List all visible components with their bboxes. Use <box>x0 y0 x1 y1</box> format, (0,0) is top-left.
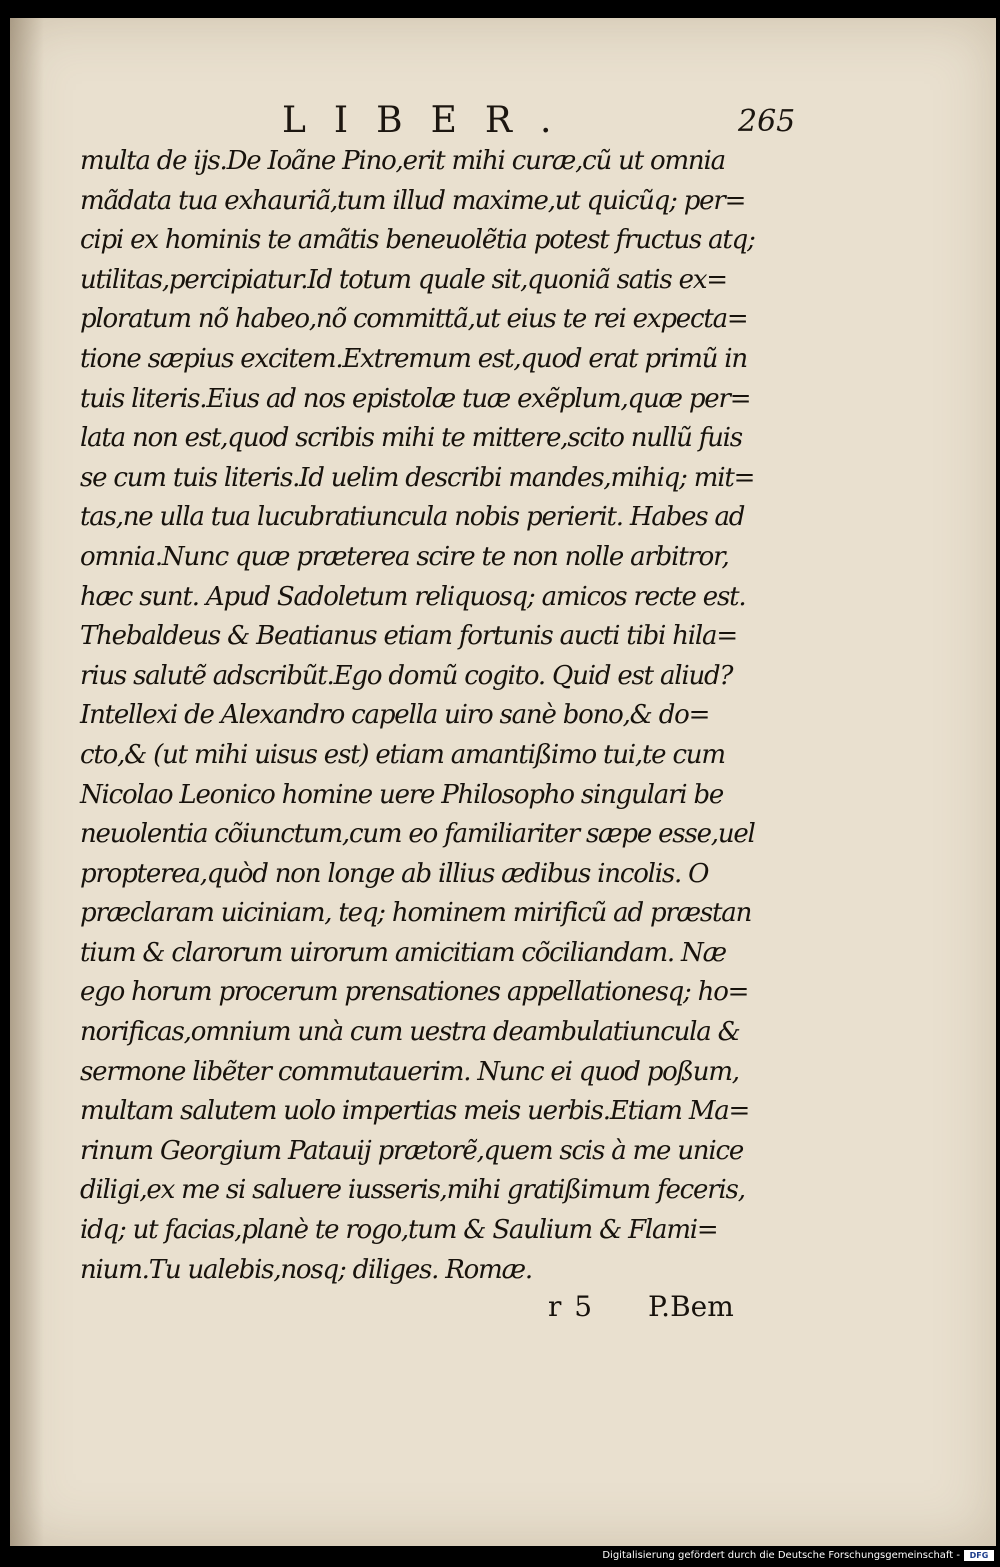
text-line: multa de ijs.De Ioãne Pino,erit mihi curæ,cũ ut omnia <box>80 146 725 176</box>
text-line: se cum tuis literis.Id uelim describi mandes,mihiq; mit= <box>80 462 755 493</box>
page-footer <box>10 1290 996 1334</box>
dfg-logo-icon: DFG <box>964 1550 994 1561</box>
text-line: Intellexi de Alexandro capella uiro sanè bono,& do= <box>80 700 710 731</box>
text-line: Thebaldeus & Beatianus etiam fortunis aucti tibi hila= <box>80 621 737 652</box>
text-line: tione sæpius excitem.Extremum est,quod erat primũ in <box>80 343 747 374</box>
text-line: omnia.Nunc quæ præterea scire te non nolle arbitror, <box>80 541 729 572</box>
text-line: rinum Georgium Patauij prætorẽ,quem scis à me unice <box>80 1135 744 1166</box>
text-line: diligi,ex me si saluere iusseris,mihi gratißimum feceris, <box>80 1175 745 1206</box>
credit-text: Digitalisierung gefördert durch die Deutsche Forschungsgemeinschaft - <box>602 1550 960 1561</box>
text-line: ploratum nõ habeo,nõ committã,ut eius te rei expecta= <box>80 304 748 335</box>
text-line: cipi ex hominis te amãtis beneuolẽtia potest fructus atq; <box>80 225 755 256</box>
text-line: lata non est,quod scribis mihi te mittere,scito nullũ fuis <box>80 423 742 454</box>
text-line: sermone libẽter commutauerim. Nunc ei quod poßum, <box>80 1056 739 1087</box>
text-line: nium.Tu ualebis,nosq; diliges. Romæ. <box>80 1254 532 1285</box>
text-line: Nicolao Leonico homine uere Philosopho singulari be <box>80 779 724 810</box>
text-line: multam salutem uolo impertias meis uerbis.Etiam Ma= <box>80 1096 750 1127</box>
signature-mark: r 5 <box>548 1290 595 1323</box>
page-number: 265 <box>738 104 796 139</box>
catchword: P.Bem <box>648 1290 734 1323</box>
text-line: tuis literis.Eius ad nos epistolæ tuæ exẽplum,quæ per= <box>80 383 751 414</box>
text-line: ego horum procerum prensationes appellationesq; ho= <box>80 977 749 1008</box>
running-head: LIBER. <box>282 100 580 141</box>
body-text <box>80 142 810 1290</box>
text-line: hæc sunt. Apud Sadoletum reliquosq; amicos recte est. <box>80 581 746 612</box>
text-line: mãdata tua exhauriã,tum illud maxime,ut quicũq; per= <box>80 185 746 216</box>
text-line: norificas,omnium unà cum uestra deambulatiuncula & <box>80 1017 740 1048</box>
text-line: tas,ne ulla tua lucubratiuncula nobis perierit. Habes ad <box>80 502 745 533</box>
book-page <box>10 18 996 1546</box>
text-line: propterea,quòd non longe ab illius ædibus incolis. O <box>80 858 709 889</box>
text-line: præclaram uiciniam, teq; hominem mirificũ ad præstan <box>80 898 752 929</box>
funding-credit <box>602 1550 994 1561</box>
text-line: utilitas,percipiatur.Id totum quale sit,quoniã satis ex= <box>80 264 727 295</box>
text-line: neuolentia cõiunctum,cum eo familiariter sæpe esse,uel <box>80 819 755 850</box>
text-line: cto,& (ut mihi uisus est) etiam amantißimo tui,te cum <box>80 739 725 770</box>
text-line: tium & clarorum uirorum amicitiam cõciliandam. Næ <box>80 937 726 968</box>
text-line: idq; ut facias,planè te rogo,tum & Saulium & Flami= <box>80 1215 718 1246</box>
text-line: rius salutẽ adscribũt.Ego domũ cogito. Quid est aliud? <box>80 660 733 691</box>
